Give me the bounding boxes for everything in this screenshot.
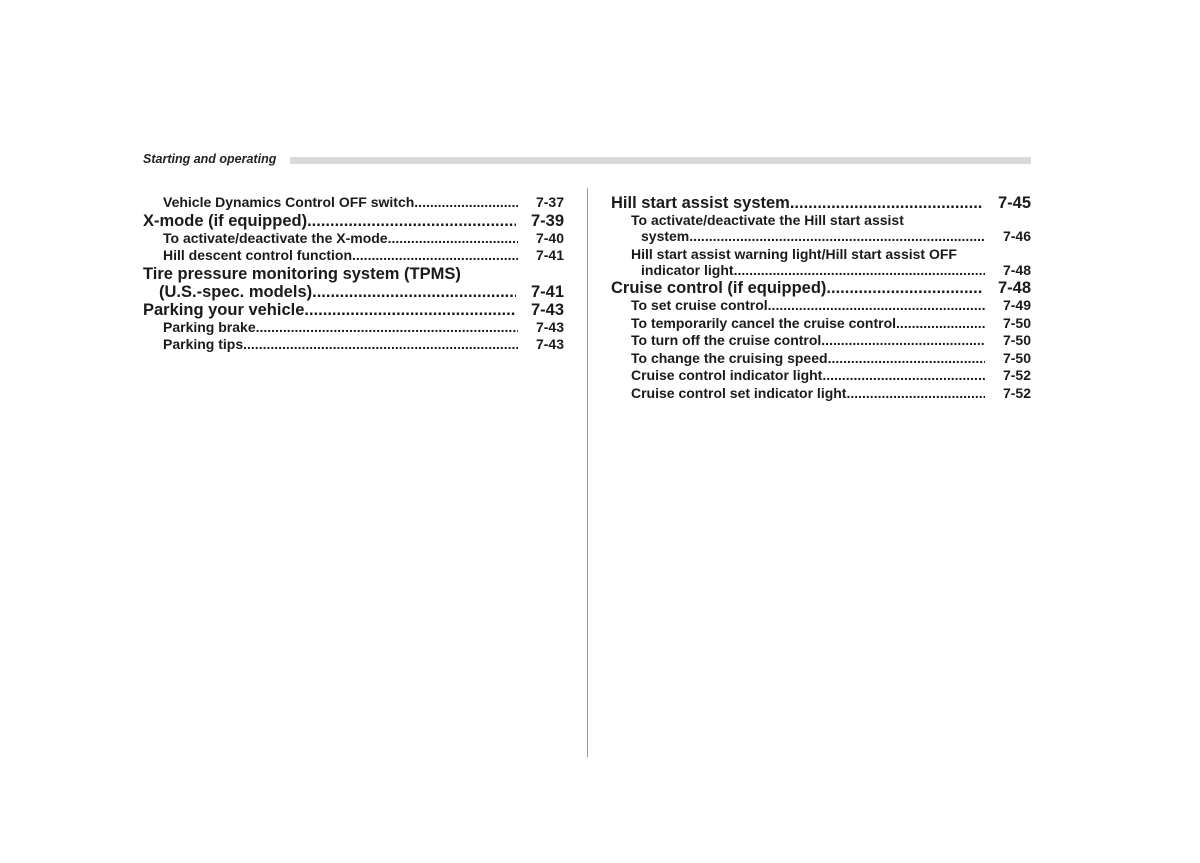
toc-entry-title: To activate/deactivate the Hill start assist (631, 212, 904, 228)
dot-leader (768, 297, 985, 315)
dot-leader (822, 367, 985, 385)
column-divider (587, 188, 588, 757)
dot-leader (734, 262, 985, 280)
toc-entry-title: Hill start assist warning light/Hill start assist OFF (631, 245, 957, 262)
toc-page-number: 7-50 (1002, 314, 1031, 331)
toc-entry-continuation (611, 228, 1031, 246)
dot-leader (828, 350, 985, 368)
toc-entry-parking-tips[interactable] (143, 336, 564, 354)
toc-entry-continuation (611, 262, 1031, 280)
toc-page-number: 7-43 (530, 300, 564, 319)
toc-page-number: 7-52 (1002, 367, 1031, 383)
toc-right-column (611, 194, 1031, 402)
dot-leader (312, 283, 516, 301)
toc-entry-title-cont: system (641, 228, 690, 244)
dot-leader (307, 212, 516, 230)
dot-leader (689, 228, 985, 246)
toc-entry-indicator-light[interactable] (611, 367, 1031, 385)
toc-page-number: 7-43 (535, 336, 564, 352)
toc-page-number: 7-50 (1002, 349, 1031, 366)
toc-entry-title: Parking your vehicle (143, 300, 305, 319)
dot-leader (846, 385, 985, 403)
dot-leader (352, 247, 518, 265)
toc-entry-hill-start-warning[interactable] (611, 246, 1031, 280)
dot-leader (821, 332, 985, 350)
toc-entry-title: Hill descent control function (163, 247, 353, 263)
toc-entry-cruise-control[interactable] (611, 279, 1031, 297)
header-rule (290, 157, 1031, 164)
toc-entry-title: Tire pressure monitoring system (TPMS) (143, 264, 461, 283)
toc-entry-xmode[interactable] (143, 212, 564, 230)
toc-left-column (143, 194, 564, 354)
toc-entry-parking-brake[interactable] (143, 319, 564, 337)
toc-entry-vdc-off-switch[interactable] (143, 194, 564, 212)
toc-entry-hill-start-activate[interactable] (611, 212, 1031, 246)
toc-page-number: 7-45 (997, 194, 1031, 212)
toc-entry-continuation (143, 283, 564, 301)
toc-entry-title: Hill start assist system (611, 194, 790, 212)
toc-entry-hill-descent[interactable] (143, 247, 564, 265)
toc-page-number: 7-48 (1002, 261, 1031, 278)
dot-leader (243, 336, 518, 354)
toc-entry-title: Parking brake (163, 318, 256, 335)
toc-page-number: 7-37 (535, 194, 564, 210)
toc-entry-hill-start[interactable] (611, 194, 1031, 212)
toc-entry-turn-off[interactable] (611, 332, 1031, 350)
dot-leader (790, 194, 983, 212)
toc-page-number: 7-48 (997, 279, 1031, 297)
toc-entry-title: To change the cruising speed (631, 349, 828, 366)
dot-leader (826, 279, 983, 297)
toc-page-number: 7-39 (530, 211, 564, 230)
toc-page-number: 7-50 (1002, 332, 1031, 348)
toc-entry-title-cont: indicator light (641, 261, 734, 278)
toc-entry-title: Cruise control indicator light (631, 367, 823, 383)
toc-page-number: 7-43 (535, 318, 564, 335)
toc-entry-title: X-mode (if equipped) (143, 211, 308, 230)
toc-entry-title: To temporarily cancel the cruise control (631, 314, 897, 331)
toc-entry-temp-cancel[interactable] (611, 315, 1031, 333)
toc-entry-set-indicator[interactable] (611, 385, 1031, 403)
toc-entry-change-speed[interactable] (611, 350, 1031, 368)
toc-page-number: 7-49 (1002, 297, 1031, 313)
toc-entry-title-cont: (U.S.-spec. models) (159, 282, 313, 301)
toc-entry-parking-vehicle[interactable] (143, 301, 564, 319)
dot-leader (896, 315, 985, 333)
toc-page-number: 7-40 (535, 229, 564, 246)
toc-entry-set-cruise[interactable] (611, 297, 1031, 315)
toc-page-number: 7-52 (1002, 384, 1031, 401)
toc-entry-title: Vehicle Dynamics Control OFF switch (163, 194, 415, 210)
toc-entry-title: To set cruise control (631, 297, 768, 313)
toc-page-number: 7-41 (535, 247, 564, 263)
section-title: Starting and operating (143, 152, 277, 166)
toc-entry-title: Cruise control (if equipped) (611, 279, 827, 297)
toc-entry-title: To activate/deactivate the X-mode (163, 229, 388, 246)
toc-entry-title: To turn off the cruise control (631, 332, 822, 348)
dot-leader (388, 230, 518, 248)
dot-leader (256, 319, 518, 337)
toc-entry-title: Parking tips (163, 336, 244, 352)
toc-entry-xmode-activate[interactable] (143, 230, 564, 248)
dot-leader (304, 301, 516, 319)
toc-entry-title: Cruise control set indicator light (631, 384, 847, 401)
toc-page-number: 7-41 (530, 282, 564, 301)
toc-page-number: 7-46 (1002, 228, 1031, 244)
dot-leader (414, 194, 518, 212)
toc-entry-tpms[interactable] (143, 265, 564, 301)
